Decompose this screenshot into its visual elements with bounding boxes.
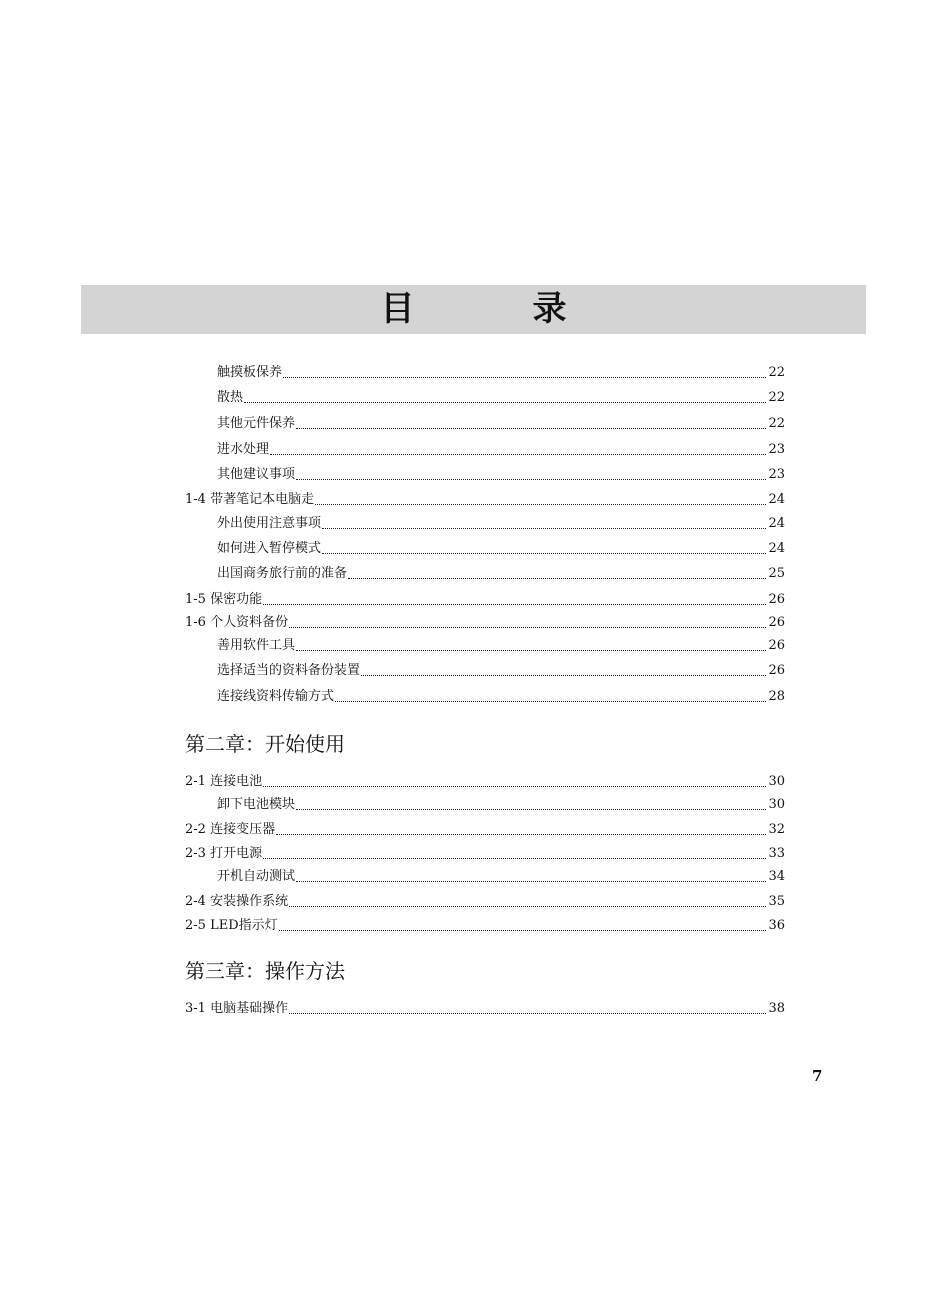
toc-entry[interactable] bbox=[185, 820, 785, 840]
toc-entry-text: 触摸板保养 bbox=[217, 365, 283, 380]
toc-entry[interactable] bbox=[217, 440, 785, 460]
toc-entry-text: 外出使用注意事项 bbox=[217, 516, 322, 531]
toc-entry-text: 2-3 打开电源 bbox=[185, 846, 263, 861]
dot-leader bbox=[263, 857, 766, 859]
toc-entry-text: 开机自动测试 bbox=[217, 869, 296, 884]
toc-entry-page: 23 bbox=[768, 467, 785, 482]
dot-leader bbox=[315, 503, 766, 505]
dot-leader bbox=[296, 478, 766, 480]
toc-entry[interactable] bbox=[217, 539, 785, 559]
toc-entry[interactable] bbox=[217, 661, 785, 681]
dot-leader bbox=[283, 376, 766, 378]
dot-leader bbox=[263, 603, 766, 605]
dot-leader bbox=[289, 905, 766, 907]
toc-entry-page: 38 bbox=[768, 1001, 785, 1016]
toc-entry-text: 出国商务旅行前的准备 bbox=[217, 566, 348, 581]
toc-entry-text: 2-4 安装操作系统 bbox=[185, 894, 289, 909]
toc-entry-page: 26 bbox=[768, 615, 785, 630]
toc-entry[interactable] bbox=[217, 636, 785, 656]
dot-leader bbox=[296, 880, 766, 882]
toc-entry[interactable] bbox=[185, 590, 785, 610]
toc-entry[interactable] bbox=[217, 564, 785, 584]
toc-entry-text: 其他元件保养 bbox=[217, 416, 296, 431]
toc-entry[interactable] bbox=[217, 514, 785, 534]
toc-entry[interactable] bbox=[185, 892, 785, 912]
toc-entry-page: 26 bbox=[768, 638, 785, 653]
dot-leader bbox=[263, 785, 766, 787]
toc-entry-page: 26 bbox=[768, 663, 785, 678]
toc-entry-text: 选择适当的资料备份装置 bbox=[217, 663, 361, 678]
toc-entry-text: 如何进入暂停模式 bbox=[217, 541, 322, 556]
dot-leader bbox=[361, 674, 766, 676]
toc-entry[interactable] bbox=[217, 414, 785, 434]
dot-leader bbox=[335, 700, 766, 702]
toc-entry-text: 3-1 电脑基础操作 bbox=[185, 1001, 289, 1016]
toc-entry-text: 2-2 连接变压器 bbox=[185, 822, 276, 837]
toc-entry[interactable] bbox=[185, 916, 785, 936]
chapter-heading[interactable]: 第三章：操作方法 bbox=[185, 959, 345, 983]
toc-entry[interactable] bbox=[185, 490, 785, 510]
toc-entry-page: 25 bbox=[768, 566, 785, 581]
toc-entry-page: 24 bbox=[768, 516, 785, 531]
toc-entry-page: 33 bbox=[768, 846, 785, 861]
toc-entry-text: 1-4 带著笔记本电脑走 bbox=[185, 492, 315, 507]
dot-leader bbox=[348, 577, 766, 579]
toc-entry-page: 24 bbox=[768, 541, 785, 556]
dot-leader bbox=[279, 929, 767, 931]
toc-entry-text: 善用软件工具 bbox=[217, 638, 296, 653]
toc-entry-page: 34 bbox=[768, 869, 785, 884]
toc-entry[interactable] bbox=[217, 795, 785, 815]
toc-entry[interactable] bbox=[217, 388, 785, 408]
toc-entry-text: 2-5 LED指示灯 bbox=[185, 918, 278, 933]
toc-entry-page: 30 bbox=[768, 797, 785, 812]
toc-entry[interactable] bbox=[185, 844, 785, 864]
toc-entry-text: 连接线资料传输方式 bbox=[217, 689, 335, 704]
toc-entry-page: 24 bbox=[768, 492, 785, 507]
dot-leader bbox=[270, 453, 766, 455]
toc-entry[interactable] bbox=[217, 465, 785, 485]
toc-entry-page: 22 bbox=[768, 416, 785, 431]
toc-entry[interactable] bbox=[217, 867, 785, 887]
dot-leader bbox=[276, 833, 766, 835]
toc-entry[interactable] bbox=[185, 772, 785, 792]
chapter-heading[interactable]: 第二章：开始使用 bbox=[185, 732, 345, 756]
toc-entry[interactable] bbox=[217, 687, 785, 707]
toc-entry-page: 35 bbox=[768, 894, 785, 909]
toc-entry-text: 卸下电池模块 bbox=[217, 797, 296, 812]
toc-entry-page: 32 bbox=[768, 822, 785, 837]
toc-entry-page: 28 bbox=[768, 689, 785, 704]
toc-entry-page: 23 bbox=[768, 442, 785, 457]
toc-entry-page: 22 bbox=[768, 390, 785, 405]
toc-entry[interactable] bbox=[185, 999, 785, 1019]
dot-leader bbox=[322, 552, 766, 554]
toc-title: 目 录 bbox=[380, 289, 609, 329]
toc-entry-page: 30 bbox=[768, 774, 785, 789]
toc-entry-page: 22 bbox=[768, 365, 785, 380]
toc-entry[interactable] bbox=[217, 363, 785, 383]
dot-leader bbox=[289, 1012, 766, 1014]
toc-entry-text: 1-6 个人资料备份 bbox=[185, 615, 289, 630]
toc-entry-page: 36 bbox=[768, 918, 785, 933]
dot-leader bbox=[296, 808, 766, 810]
page-number: 7 bbox=[812, 1067, 823, 1085]
toc-entry-text: 进水处理 bbox=[217, 442, 270, 457]
dot-leader bbox=[296, 427, 766, 429]
toc-entry-text: 散热 bbox=[217, 390, 244, 405]
toc-entry-page: 26 bbox=[768, 592, 785, 607]
toc-entry-text: 2-1 连接电池 bbox=[185, 774, 263, 789]
dot-leader bbox=[289, 626, 766, 628]
toc-title-bar bbox=[81, 285, 866, 334]
dot-leader bbox=[296, 649, 766, 651]
dot-leader bbox=[244, 401, 766, 403]
toc-entry-text: 其他建议事项 bbox=[217, 467, 296, 482]
dot-leader bbox=[322, 527, 766, 529]
toc-entry-text: 1-5 保密功能 bbox=[185, 592, 263, 607]
toc-entry[interactable] bbox=[185, 613, 785, 633]
